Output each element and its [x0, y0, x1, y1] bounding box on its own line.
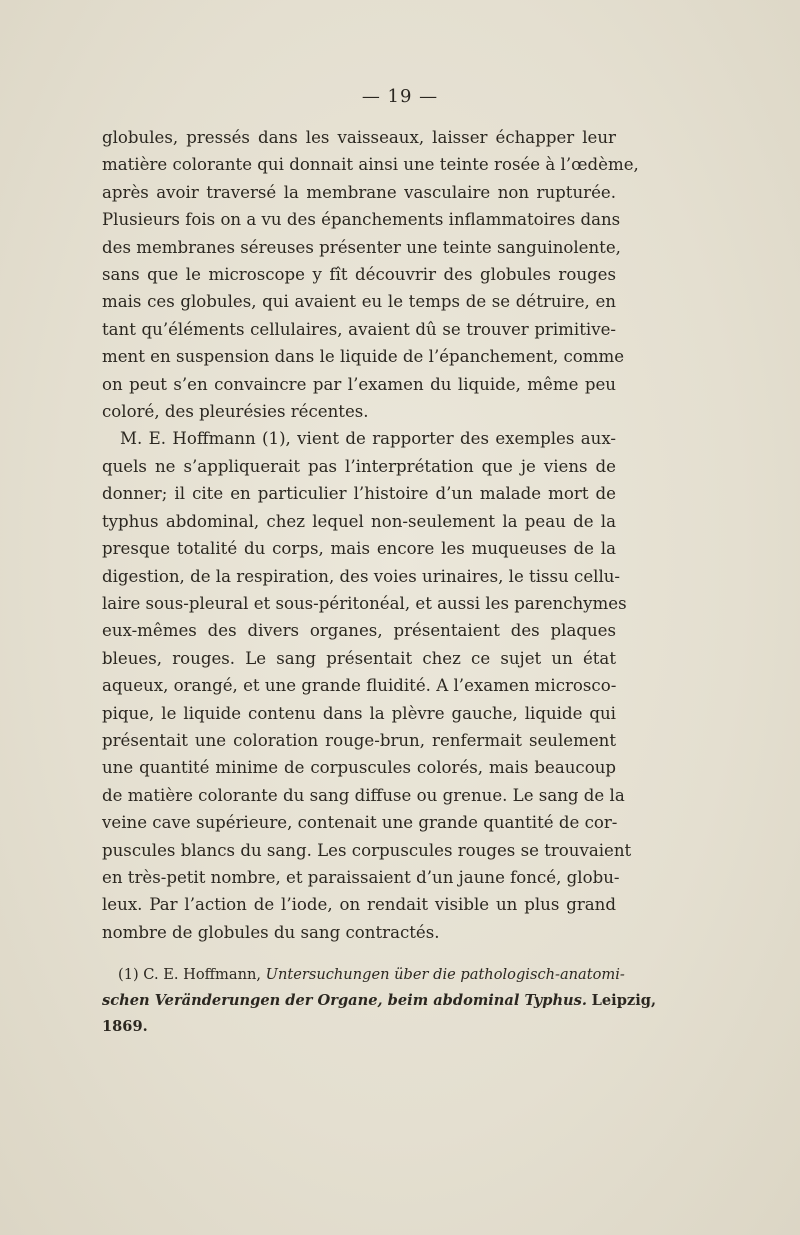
- text-line: mais ces globules, qui avaient eu le temps de se détruire, en: [102, 292, 616, 312]
- text-line: nombre de globules du sang contractés.: [102, 922, 440, 942]
- footnote-year: 1869.: [102, 1018, 148, 1035]
- text-line: pique, le liquide contenu dans la plèvre gauche, liquide qui: [102, 703, 616, 723]
- text-line: on peut s’en convaincre par l’examen du liquide, même peu: [102, 374, 616, 394]
- text-line: coloré, des pleurésies récentes.: [102, 402, 369, 422]
- text-line: matière colorante qui donnait ainsi une teinte rosée à l’œdème,: [102, 155, 639, 175]
- text-line: tant qu’éléments cellulaires, avaient dû se trouver primitive-: [102, 319, 616, 339]
- footnote: [102, 962, 657, 1040]
- body-text: [102, 124, 639, 946]
- text-line: presque totalité du corps, mais encore les muqueuses de la: [102, 539, 616, 559]
- text-line: M. E. Hoffmann (1), vient de rapporter des exemples aux-: [120, 429, 616, 449]
- text-line: Plusieurs fois on a vu des épanchements inflammatoires dans: [102, 210, 621, 230]
- text-line: des membranes séreuses présenter une teinte sanguinolente,: [102, 237, 621, 257]
- text-line: leux. Par l’action de l’iode, on rendait visible un plus grand: [102, 895, 616, 915]
- text-line: puscules blancs du sang. Les corpuscules rouges se trouvaient: [102, 840, 632, 860]
- text-line: aqueux, orangé, et une grande fluidité. A l’examen microsco-: [102, 676, 617, 696]
- text-line: de matière colorante du sang diffuse ou grenue. Le sang de la: [102, 785, 625, 805]
- page-number: — 19 —: [361, 86, 439, 107]
- text-line: globules, pressés dans les vaisseaux, laisser échapper leur: [102, 128, 616, 147]
- text-line: donner; il cite en particulier l’histoire d’un malade mort de: [102, 484, 616, 504]
- footnote-line: [102, 988, 657, 1014]
- text-line: présentait une coloration rouge-brun, renfermait seulement: [102, 730, 616, 750]
- text-line: quels ne s’appliquerait pas l’interprétation que je viens de: [102, 456, 616, 476]
- paragraph-2: [102, 425, 632, 946]
- text-line: sans que le microscope y fît découvrir des globules rouges: [102, 265, 616, 285]
- text-line: veine cave supérieure, contenait une grande quantité de cor-: [102, 813, 618, 833]
- text-line: bleues, rouges. Le sang présentait chez ce sujet un état: [102, 648, 616, 668]
- text-line: en très-petit nombre, et paraissaient d’un jaune foncé, globu-: [102, 867, 620, 887]
- text-line: ment en suspension dans le liquide de l’épanchement, comme: [102, 347, 625, 367]
- footnote-title: schen Veränderungen der Organe, beim abdominal Typhus.: [102, 992, 587, 1009]
- footnote-marker: (1) C. E. Hoffmann,: [118, 966, 262, 983]
- text-line: digestion, de la respiration, des voies urinaires, le tissu cellu-: [102, 566, 621, 586]
- text-line: après avoir traversé la membrane vasculaire non rupturée.: [102, 182, 616, 202]
- text-line: typhus abdominal, chez lequel non-seulement la peau de la: [102, 511, 616, 531]
- paragraph-1: [102, 124, 639, 425]
- text-line: laire sous-pleural et sous-péritonéal, et aussi les parenchymes: [102, 593, 627, 613]
- footnote-line: [102, 962, 625, 988]
- footnote-title: Untersuchungen über die pathologisch-anatomi-: [265, 966, 625, 983]
- text-line: une quantité minime de corpuscules colorés, mais beaucoup: [102, 758, 616, 778]
- footnote-place: Leipzig,: [591, 992, 657, 1009]
- text-line: eux-mêmes des divers organes, présentaient des plaques: [102, 621, 616, 641]
